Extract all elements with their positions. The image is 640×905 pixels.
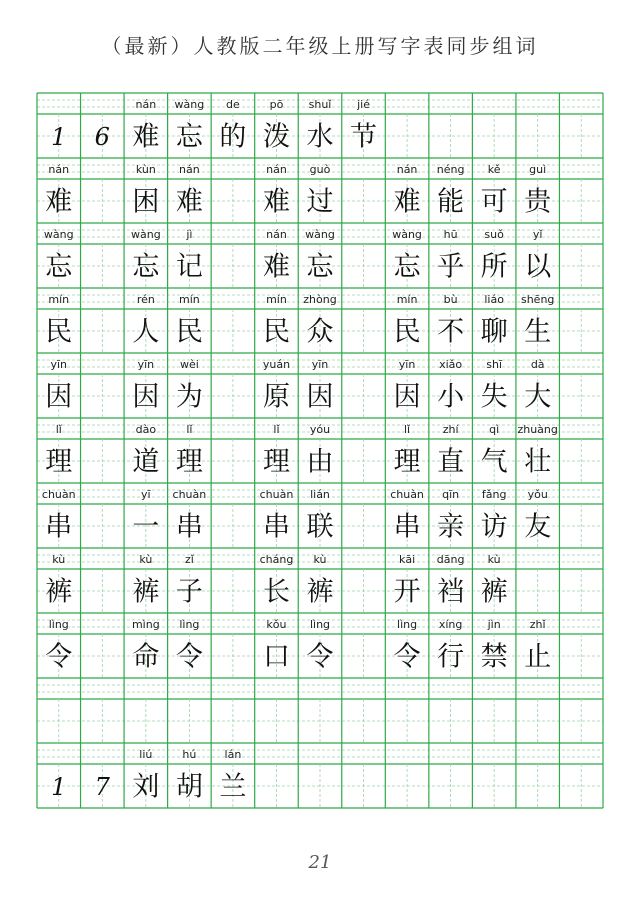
hanzi-character: 难 xyxy=(132,121,160,153)
pinyin-label: kùn xyxy=(135,163,156,176)
pinyin-label: chuàn xyxy=(390,488,424,501)
pinyin-label: mìng xyxy=(131,618,160,631)
pinyin-label: hú xyxy=(182,748,197,761)
hanzi-character: 过 xyxy=(306,186,334,218)
pinyin-label: kù xyxy=(139,553,153,566)
hanzi-character: 的 xyxy=(219,121,247,153)
hanzi-character: 水 xyxy=(306,121,334,153)
pinyin-label: jié xyxy=(357,98,370,111)
pinyin-label: lǐ xyxy=(186,423,193,436)
pinyin-label: lǐ xyxy=(55,423,62,436)
pinyin-label: yīn xyxy=(50,358,68,371)
hanzi-character: 串 xyxy=(175,511,203,543)
pinyin-label: mín xyxy=(179,293,200,306)
hanzi-character: 记 xyxy=(175,251,203,283)
pinyin-label: liáo xyxy=(484,293,504,306)
hanzi-character: 难 xyxy=(393,186,421,218)
hanzi-character: 亲 xyxy=(437,511,465,543)
hanzi-character: 节 xyxy=(350,121,378,153)
hanzi-character: 行 xyxy=(437,641,465,673)
hanzi-character: 原 xyxy=(262,381,290,413)
pinyin-label: pō xyxy=(269,98,284,111)
hanzi-character: 串 xyxy=(393,511,421,543)
pinyin-label: jìn xyxy=(487,618,501,631)
hanzi-character: 刘 xyxy=(132,771,160,803)
pinyin-label: yīn xyxy=(311,358,329,371)
hanzi-character: 串 xyxy=(262,511,290,543)
pinyin-label: wàng xyxy=(43,228,74,241)
pinyin-label: mín xyxy=(396,293,418,306)
hanzi-character: 不 xyxy=(437,316,465,348)
hanzi-character: 人 xyxy=(132,316,160,348)
pinyin-label: chuàn xyxy=(41,488,76,501)
pinyin-label: lìng xyxy=(309,618,331,631)
hanzi-character: 壮 xyxy=(524,446,552,478)
pinyin-label: mín xyxy=(48,293,70,306)
pinyin-label: dāng xyxy=(436,553,465,566)
hanzi-character: 理 xyxy=(262,446,290,478)
hanzi-character: 忘 xyxy=(45,251,73,283)
pinyin-label: jì xyxy=(186,228,193,241)
hanzi-character: 止 xyxy=(524,641,552,673)
page-number: 21 xyxy=(308,852,332,873)
hanzi-character: 串 xyxy=(45,511,73,543)
pinyin-label: nán xyxy=(135,98,157,111)
pinyin-label: bù xyxy=(443,293,458,306)
hanzi-character: 令 xyxy=(306,641,334,673)
pinyin-label: kù xyxy=(52,553,66,566)
pinyin-label: hū xyxy=(443,228,458,241)
hanzi-character: 因 xyxy=(45,381,73,413)
hanzi-character: 一 xyxy=(132,511,160,543)
pinyin-label: xíng xyxy=(438,618,463,631)
pinyin-label: yīn xyxy=(137,358,155,371)
hanzi-character: 困 xyxy=(132,186,160,218)
pinyin-label: lìng xyxy=(179,618,200,631)
hanzi-character: 理 xyxy=(393,446,421,478)
pinyin-label: nán xyxy=(266,228,287,241)
hanzi-character: 因 xyxy=(132,381,160,413)
hanzi-character: 令 xyxy=(393,641,421,673)
hanzi-character: 能 xyxy=(437,186,465,218)
pinyin-label: yǐ xyxy=(532,228,543,241)
hanzi-character: 忘 xyxy=(132,251,160,283)
pinyin-label: wàng xyxy=(130,228,161,241)
hanzi-character: 道 xyxy=(132,446,160,478)
hanzi-character: 民 xyxy=(175,316,203,348)
pinyin-label: qīn xyxy=(442,488,460,501)
hanzi-character: 众 xyxy=(306,316,334,348)
pinyin-label: lián xyxy=(310,488,330,501)
pinyin-label: liú xyxy=(139,748,153,761)
pinyin-label: kě xyxy=(487,163,501,176)
pinyin-label: guò xyxy=(309,163,331,176)
pinyin-label: wàng xyxy=(305,228,335,241)
pinyin-label: cháng xyxy=(259,553,294,566)
hanzi-character: 裤 xyxy=(45,576,73,608)
hanzi-character: 为 xyxy=(175,381,203,413)
pinyin-label: lìng xyxy=(397,618,418,631)
hanzi-character: 裤 xyxy=(132,576,160,608)
hanzi-character: 可 xyxy=(480,186,508,218)
hanzi-character: 胡 xyxy=(175,771,203,803)
pinyin-label: qì xyxy=(489,423,500,436)
pinyin-label: de xyxy=(226,98,240,111)
pinyin-label: wèi xyxy=(179,358,199,371)
pinyin-label: nán xyxy=(266,163,287,176)
pinyin-label: lán xyxy=(224,748,242,761)
hanzi-character: 理 xyxy=(175,446,203,478)
hanzi-character: 难 xyxy=(45,186,73,218)
lesson-number-digit: 1 xyxy=(51,123,67,151)
pinyin-label: suǒ xyxy=(484,228,504,241)
hanzi-character: 民 xyxy=(45,316,73,348)
pinyin-label: wàng xyxy=(392,228,422,241)
hanzi-character: 裤 xyxy=(480,576,508,608)
hanzi-character: 兰 xyxy=(219,771,247,803)
hanzi-character: 命 xyxy=(132,641,160,673)
pinyin-label: yuán xyxy=(262,358,291,371)
pinyin-label: xiǎo xyxy=(439,358,463,371)
pinyin-label: lìng xyxy=(48,618,69,631)
hanzi-character: 禁 xyxy=(480,641,508,673)
pinyin-label: nán xyxy=(396,163,418,176)
hanzi-character: 忘 xyxy=(393,251,421,283)
hanzi-character: 令 xyxy=(45,641,73,673)
hanzi-character: 因 xyxy=(306,381,334,413)
hanzi-character: 理 xyxy=(45,446,73,478)
pinyin-label: zhòng xyxy=(303,293,337,306)
hanzi-character: 难 xyxy=(262,186,290,218)
pinyin-label: rén xyxy=(136,293,155,306)
hanzi-character: 乎 xyxy=(437,251,465,283)
hanzi-character: 民 xyxy=(393,316,421,348)
hanzi-character: 令 xyxy=(175,641,203,673)
pinyin-label: kǒu xyxy=(266,618,287,631)
hanzi-character: 忘 xyxy=(306,251,334,283)
hanzi-character: 气 xyxy=(480,446,508,478)
pinyin-label: zhí xyxy=(442,423,459,436)
pinyin-label: shī xyxy=(486,358,503,371)
hanzi-character: 所 xyxy=(480,251,508,283)
hanzi-character: 友 xyxy=(524,511,552,543)
hanzi-character: 子 xyxy=(175,576,203,608)
pinyin-label: kāi xyxy=(398,553,416,566)
hanzi-character: 因 xyxy=(393,381,421,413)
lesson-number-digit: 6 xyxy=(94,123,110,151)
pinyin-label: chuàn xyxy=(172,488,207,501)
pinyin-label: yǒu xyxy=(527,488,548,501)
pinyin-label: zhuàng xyxy=(517,423,558,436)
hanzi-character: 失 xyxy=(480,381,508,413)
pinyin-label: lǐ xyxy=(273,423,280,436)
pinyin-label: yóu xyxy=(309,423,331,436)
pinyin-label: dà xyxy=(530,358,545,371)
pinyin-label: kù xyxy=(487,553,501,566)
hanzi-character: 开 xyxy=(393,576,421,608)
pinyin-label: lǐ xyxy=(404,423,411,436)
lesson-number-digit: 7 xyxy=(94,773,110,801)
hanzi-character: 忘 xyxy=(175,121,203,153)
pinyin-label: shuǐ xyxy=(308,98,332,111)
hanzi-character: 泼 xyxy=(262,121,290,153)
hanzi-character: 长 xyxy=(262,576,290,608)
pinyin-label: kù xyxy=(313,553,327,566)
page-title: （最新）人教版二年级上册写字表同步组词 xyxy=(101,34,539,58)
hanzi-character: 难 xyxy=(175,186,203,218)
pinyin-label: guì xyxy=(529,163,547,176)
pinyin-label: chuàn xyxy=(259,488,294,501)
hanzi-character: 联 xyxy=(306,511,334,543)
pinyin-label: zǐ xyxy=(184,553,194,566)
pinyin-label: zhǐ xyxy=(529,618,546,631)
hanzi-character: 贵 xyxy=(524,186,552,218)
pinyin-label: dào xyxy=(135,423,157,436)
pinyin-label: nán xyxy=(179,163,200,176)
hanzi-character: 裤 xyxy=(306,576,334,608)
pinyin-label: mín xyxy=(266,293,287,306)
hanzi-character: 由 xyxy=(306,446,334,478)
hanzi-character: 大 xyxy=(524,381,552,413)
pinyin-label: nán xyxy=(48,163,70,176)
pinyin-label: wàng xyxy=(174,98,205,111)
lesson-number-digit: 1 xyxy=(51,773,67,801)
hanzi-character: 生 xyxy=(524,316,552,348)
hanzi-character: 民 xyxy=(262,316,290,348)
hanzi-character: 裆 xyxy=(437,576,465,608)
hanzi-character: 直 xyxy=(437,446,465,478)
hanzi-character: 聊 xyxy=(480,316,508,348)
hanzi-character: 以 xyxy=(524,251,552,283)
pinyin-label: shēng xyxy=(520,293,555,306)
pinyin-label: fǎng xyxy=(481,488,507,501)
hanzi-character: 难 xyxy=(262,251,290,283)
hanzi-character: 小 xyxy=(437,381,465,413)
pinyin-label: néng xyxy=(436,163,465,176)
hanzi-character: 访 xyxy=(480,511,508,543)
hanzi-character: 口 xyxy=(262,641,290,673)
pinyin-label: yīn xyxy=(398,358,416,371)
pinyin-label: yī xyxy=(141,488,151,501)
